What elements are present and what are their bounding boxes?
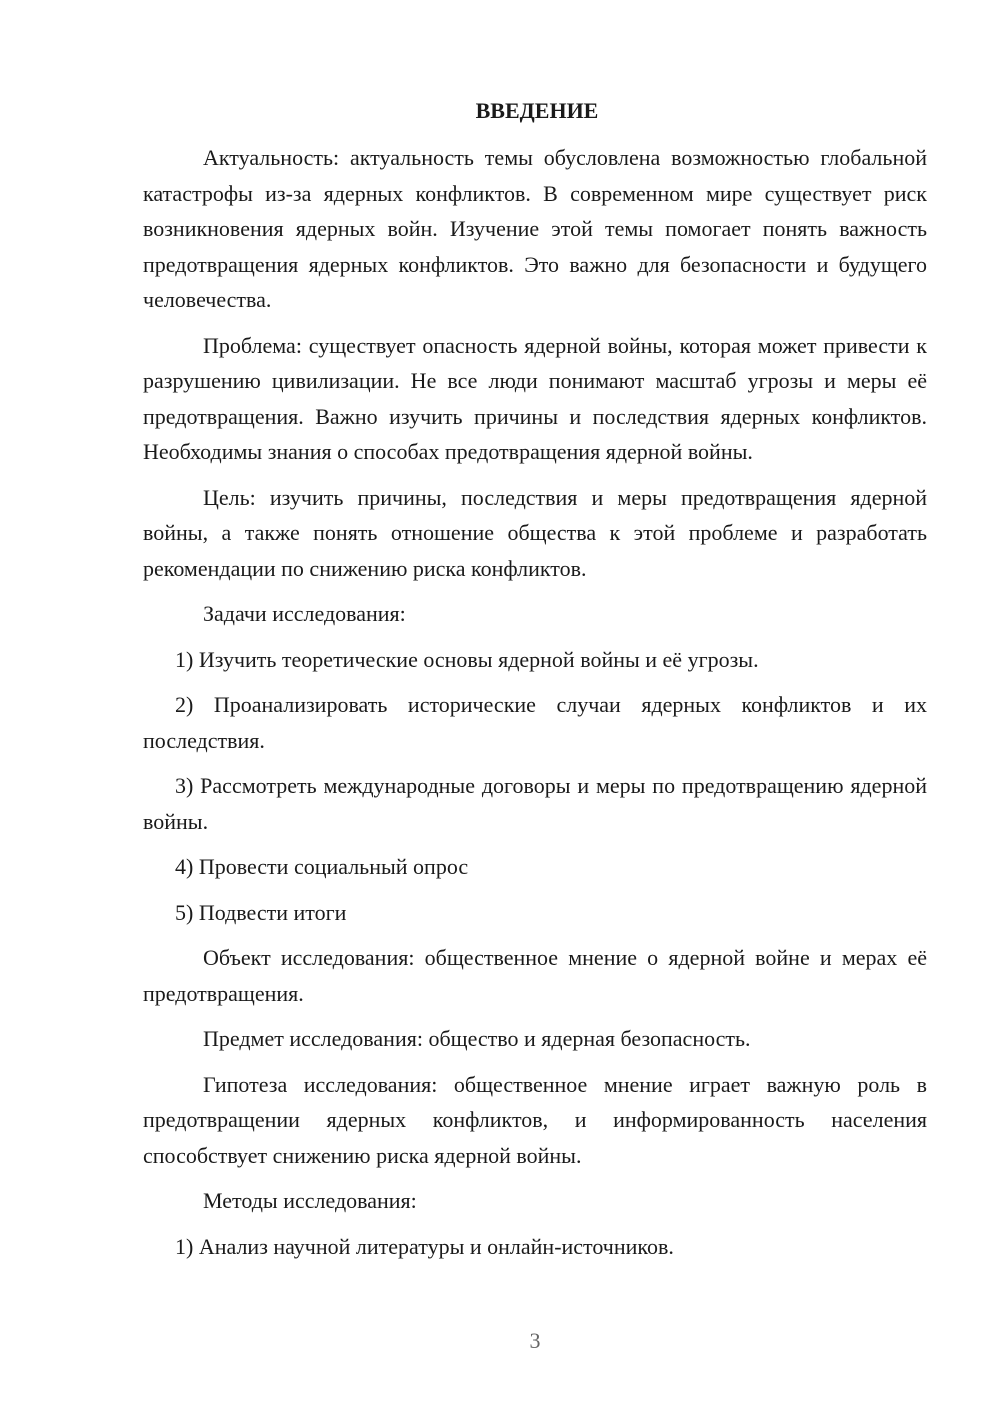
section-title: ВВЕДЕНИЕ [475, 98, 599, 123]
page-content [143, 96, 927, 1274]
paragraph-tasks-heading: Задачи исследования: [203, 601, 406, 626]
task-item-4: 4) Провести социальный опрос [175, 854, 469, 879]
paragraph-subject: Предмет исследования: общество и ядерная безопасность. [203, 1026, 751, 1051]
paragraph-relevance: Актуальность: актуальность темы обусловлена возможностью глобальной катастрофы из-за ядерных конфликтов. В современном мире существует риск возникновения ядерных войн. Изучение этой темы помогает понять важность предотвращения ядерных конфликтов. Это важно для безопасности и будущего человечества. [143, 145, 927, 312]
page-number: 3 [529, 1328, 541, 1353]
task-item-2: 2) Проанализировать исторические случаи ядерных конфликтов и их последствия. [143, 692, 927, 753]
paragraph-problem: Проблема: существует опасность ядерной войны, которая может привести к разрушению цивилизации. Не все люди понимают масштаб угрозы и меры её предотвращения. Важно изучить причины и последствия ядерных конфликтов. Необходимы знания о способах предотвращения ядерной войны. [143, 332, 927, 464]
paragraph-methods-heading: Методы исследования: [203, 1188, 417, 1213]
task-item-3: 3) Рассмотреть международные договоры и меры по предотвращению ядерной войны. [143, 773, 927, 834]
paragraph-object: Объект исследования: общественное мнение о ядерной войне и мерах её предотвращения. [143, 945, 927, 1006]
method-item-1: 1) Анализ научной литературы и онлайн-источников. [175, 1233, 674, 1259]
task-item-1: 1) Изучить теоретические основы ядерной войны и её угрозы. [175, 646, 759, 672]
task-item-5: 5) Подвести итоги [175, 899, 347, 925]
paragraph-goal: Цель: изучить причины, последствия и меры предотвращения ядерной войны, а также понять отношение общества к этой проблеме и разработать рекомендации по снижению риска конфликтов. [143, 484, 927, 581]
paragraph-hypothesis: Гипотеза исследования: общественное мнение играет важную роль в предотвращении ядерных конфликтов, и информированность населения способствует снижению риска ядерной войны. [143, 1071, 927, 1168]
